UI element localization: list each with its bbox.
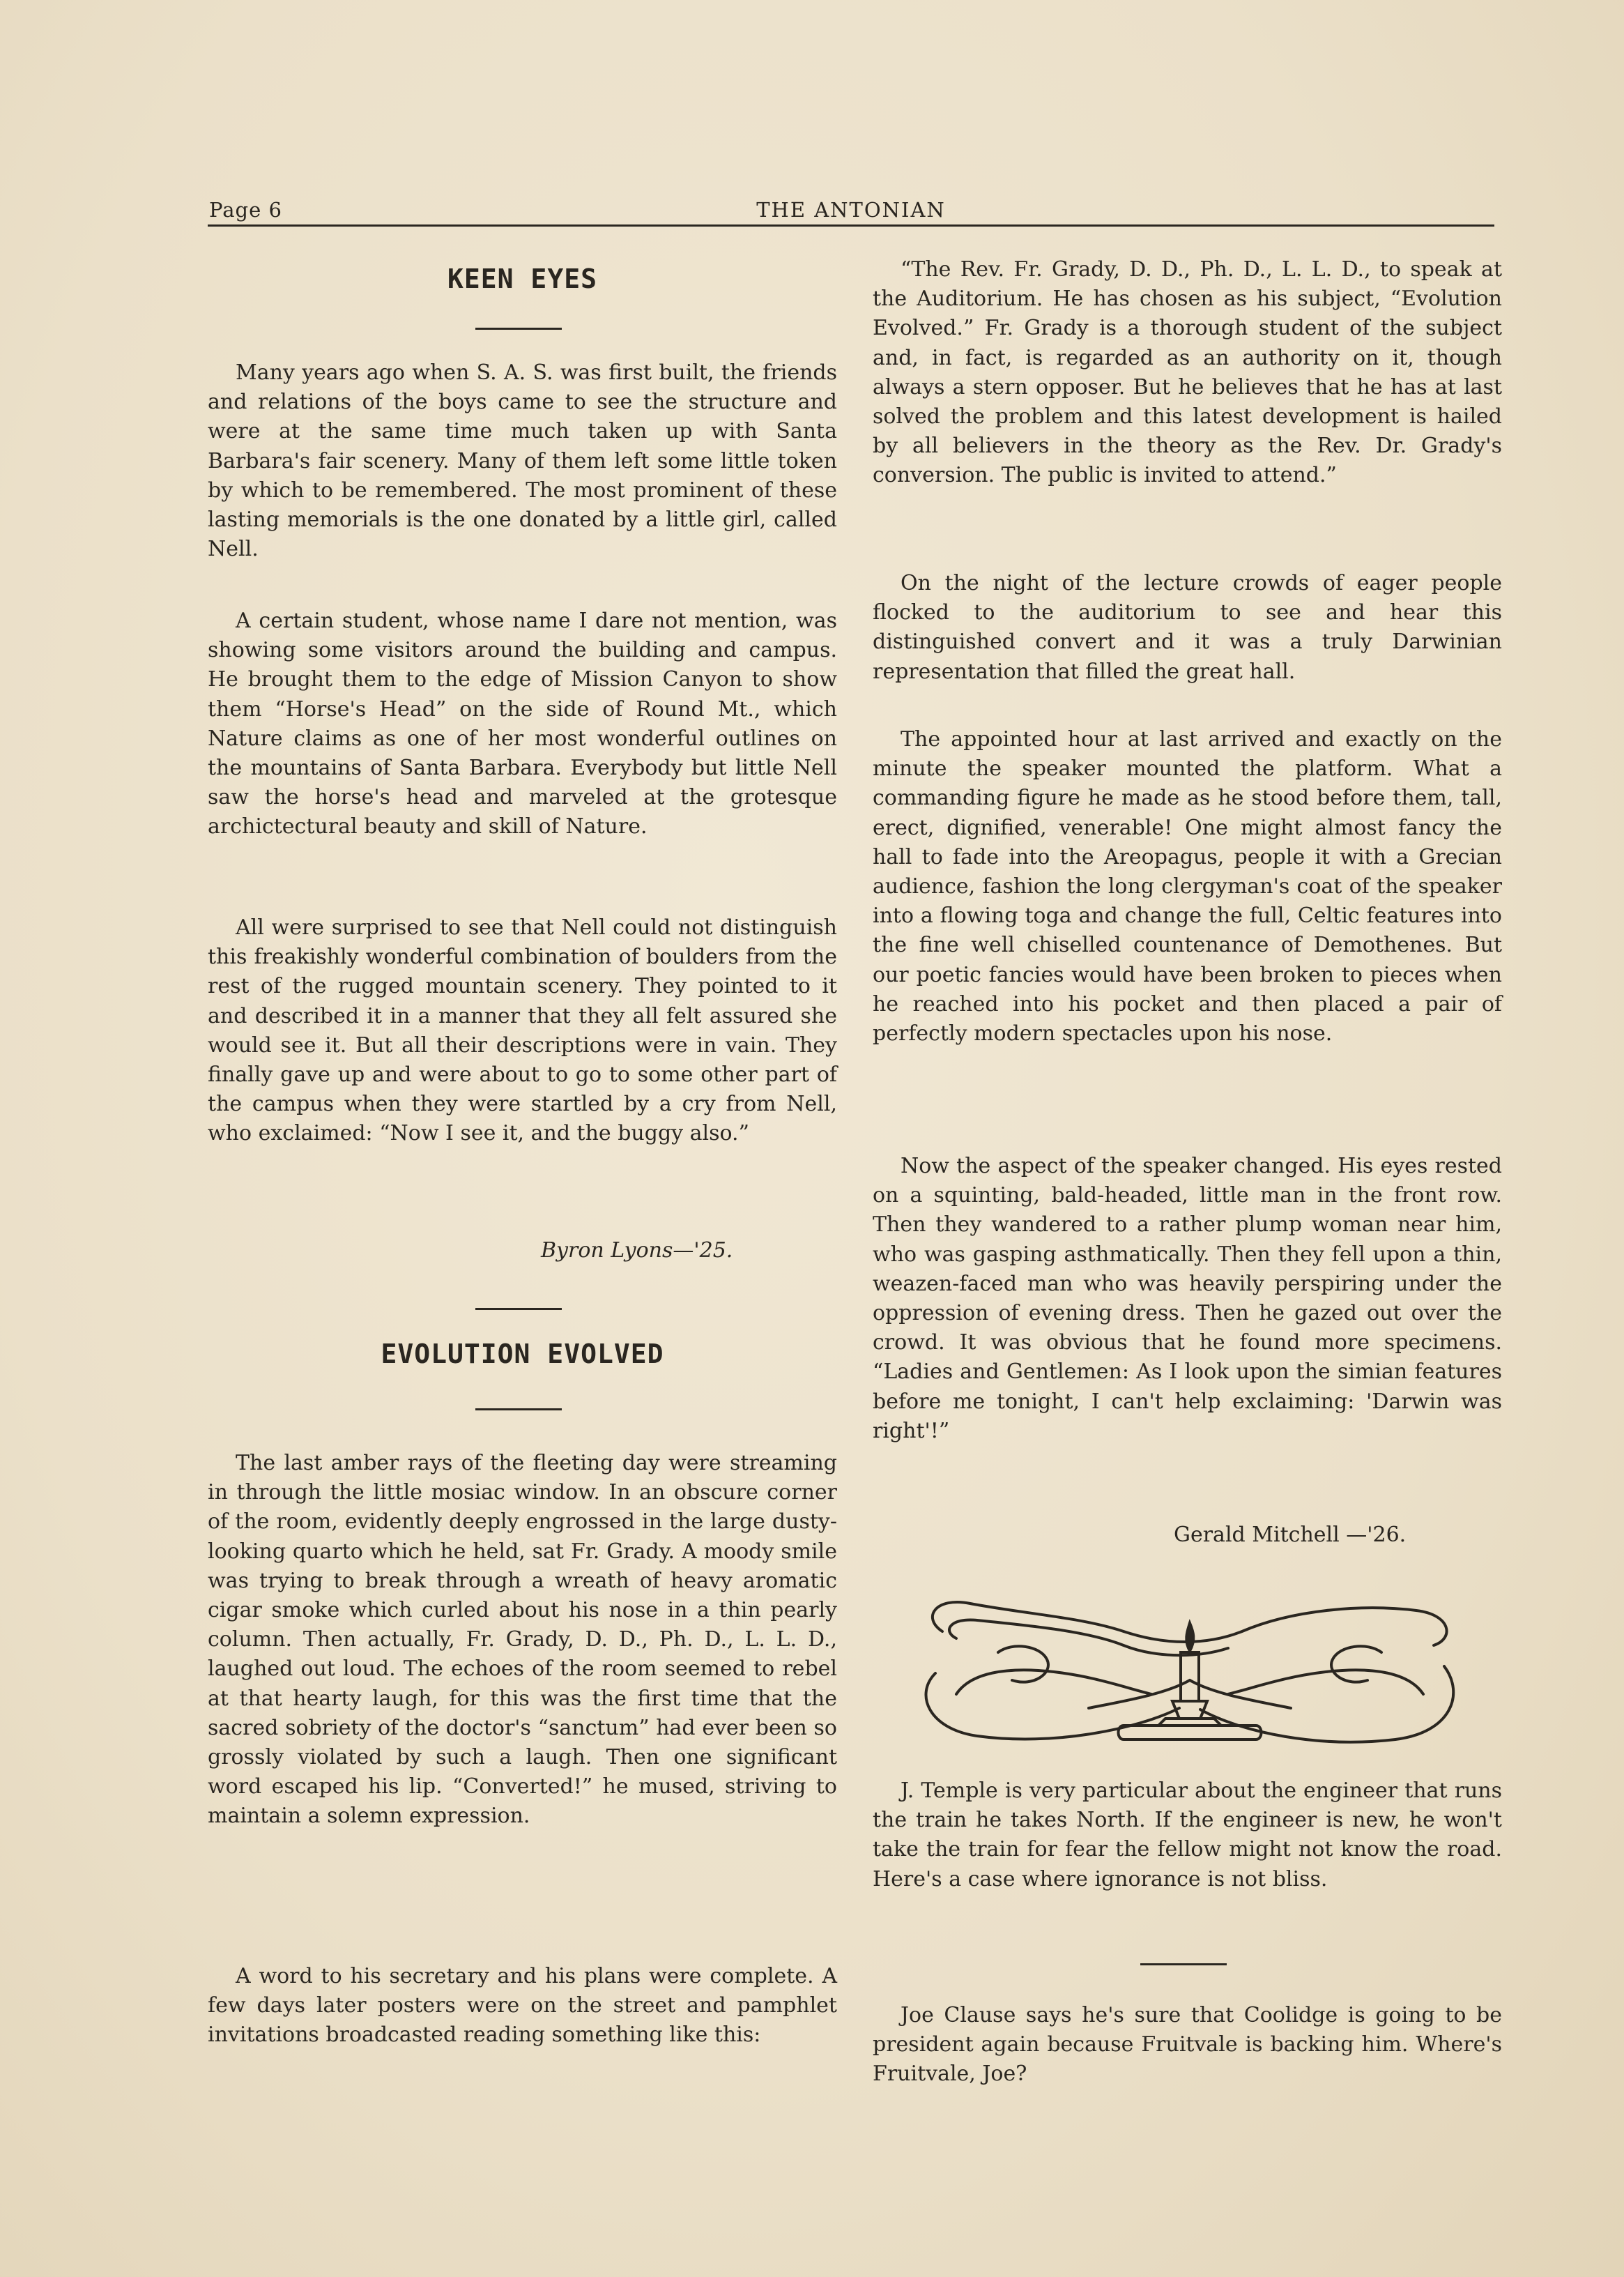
brief-temple: J. Temple is very particular about the engineer that runs the train he takes North. If the engineer is new, he won't take the train for fear the fellow might not know the road. Here's a case where ignorance is not bliss.: [873, 1779, 1502, 1891]
evolution-paragraph-5: The appointed hour at last arrived and exactly on the minute the speaker mounted the platform. What a commanding figure he made as he stood before them, tall, erect, dignified, venerable! One might almost fancy the hall to fade into the Areopagus, people it with a Grecian audience, fashion the long clergyman's coat of the speaker into a flowing toga and change the full, Celtic features into the fine well chiselled countenance of Demothenes. But our poetic fancies would have been broken to pieces when he reached into his pocket and then placed a pair of perfectly modern spectacles upon his nose.: [873, 727, 1502, 1046]
evolution-byline: Gerald Mitchell —'26.: [1174, 1523, 1407, 1547]
evolution-paragraph-1: The last amber rays of the fleeting day were streaming in through the little mosiac window. In an obscure corner of the room, evidently deeply engrossed in the large dusty-looking quarto which he held, sat Fr. Grady. A moody smile was trying to break through a wreath of heavy aromatic cigar smoke which curled about his nose in a thin pearly column. Then actually, Fr. Grady, D. D., Ph. D., L. L. D., laughed out loud. The echoes of the room seemed to rebel at that hearty laugh, for this was the first time that the sacred sobriety of the doctor's “sanctum” had ever been so grossly violated by such a laugh. Then one significant word escaped his lip. “Converted!” he mused, striving to maintain a solemn expression.: [208, 1451, 837, 1829]
header-rule: [208, 224, 1494, 227]
keen-eyes-byline: Byron Lyons—'25.: [541, 1238, 733, 1263]
evolution-evolved-headline: EVOLUTION EVOLVED: [381, 1339, 664, 1369]
evolution-paragraph-2: A word to his secretary and his plans were complete. A few days later posters were on the street and pamphlet invitations broadcasted reading something like this:: [208, 1964, 837, 2048]
keen-eyes-headline: KEEN EYES: [447, 264, 597, 294]
publication-title: THE ANTONIAN: [756, 198, 946, 222]
keen-eyes-paragraph-1: Many years ago when S. A. S. was first built, the friends and relations of the boys came to see the structure and were at the same time much taken up with Santa Barbara's fair scenery. Many of them left some little token by which to be remembered. The most prominent of these lasting memorials is the one donated by a little girl, called Nell.: [208, 360, 837, 562]
page-header: [208, 197, 1494, 224]
evolution-paragraph-4: On the night of the lecture crowds of eager people flocked to the auditorium to see and hear this distinguished convert and it was a truly Darwinian representation that filled the great hall.: [873, 571, 1502, 684]
candle-scroll-ornament-icon: [914, 1590, 1465, 1764]
headline-rule: [475, 1408, 562, 1410]
evolution-paragraph-3: “The Rev. Fr. Grady, D. D., Ph. D., L. L. D., to speak at the Auditorium. He has chosen as his subject, “Evolution Evolved.” Fr. Grady is a thorough student of the subject and, in fact, is regarded as an authority on it, though always a stern opposer. But he believes that he has at last solved the problem and this latest development is hailed by all believers in the theory as the Rev. Dr. Grady's conversion. The public is invited to attend.”: [873, 257, 1502, 488]
headline-rule: [475, 328, 562, 330]
evolution-paragraph-6: Now the aspect of the speaker changed. His eyes rested on a squinting, bald-headed, little man in the front row. Then they wandered to a rather plump woman near him, who was gasping asthmatically. Then they fell upon a thin, weazen-faced man who was heavily perspiring under the oppression of evening dress. Then he gazed out over the crowd. It was obvious that he found more specimens. “Ladies and Gentlemen: As I look upon the simian features before me tonight, I can't help exclaiming: 'Darwin was right'!”: [873, 1154, 1502, 1443]
page-number: Page 6: [209, 198, 282, 222]
keen-eyes-paragraph-2: A certain student, whose name I dare not mention, was showing some visitors around the building and campus. He brought them to the edge of Mission Canyon to show them “Horse's Head” on the side of Round Mt., which Nature claims as one of her most wonderful outlines on the mountains of Santa Barbara. Everybody but little Nell saw the horse's head and marveled at the grotesque archictectural beauty and skill of Nature.: [208, 609, 837, 839]
brief-divider: [1140, 1963, 1227, 1965]
keen-eyes-paragraph-3: All were surprised to see that Nell could not distinguish this freakishly wonderful combination of boulders from the rest of the rugged mountain scenery. They pointed to it and described it in a manner that they all felt assured she would see it. But all their descriptions were in vain. They finally gave up and were about to go to some other part of the campus when they were startled by a cry from Nell, who exclaimed: “Now I see it, and the buggy also.”: [208, 915, 837, 1146]
brief-coolidge: Joe Clause says he's sure that Coolidge is going to be president again because Fruitvale is backing him. Where's Fruitvale, Joe?: [873, 2003, 1502, 2087]
section-divider: [475, 1308, 562, 1310]
